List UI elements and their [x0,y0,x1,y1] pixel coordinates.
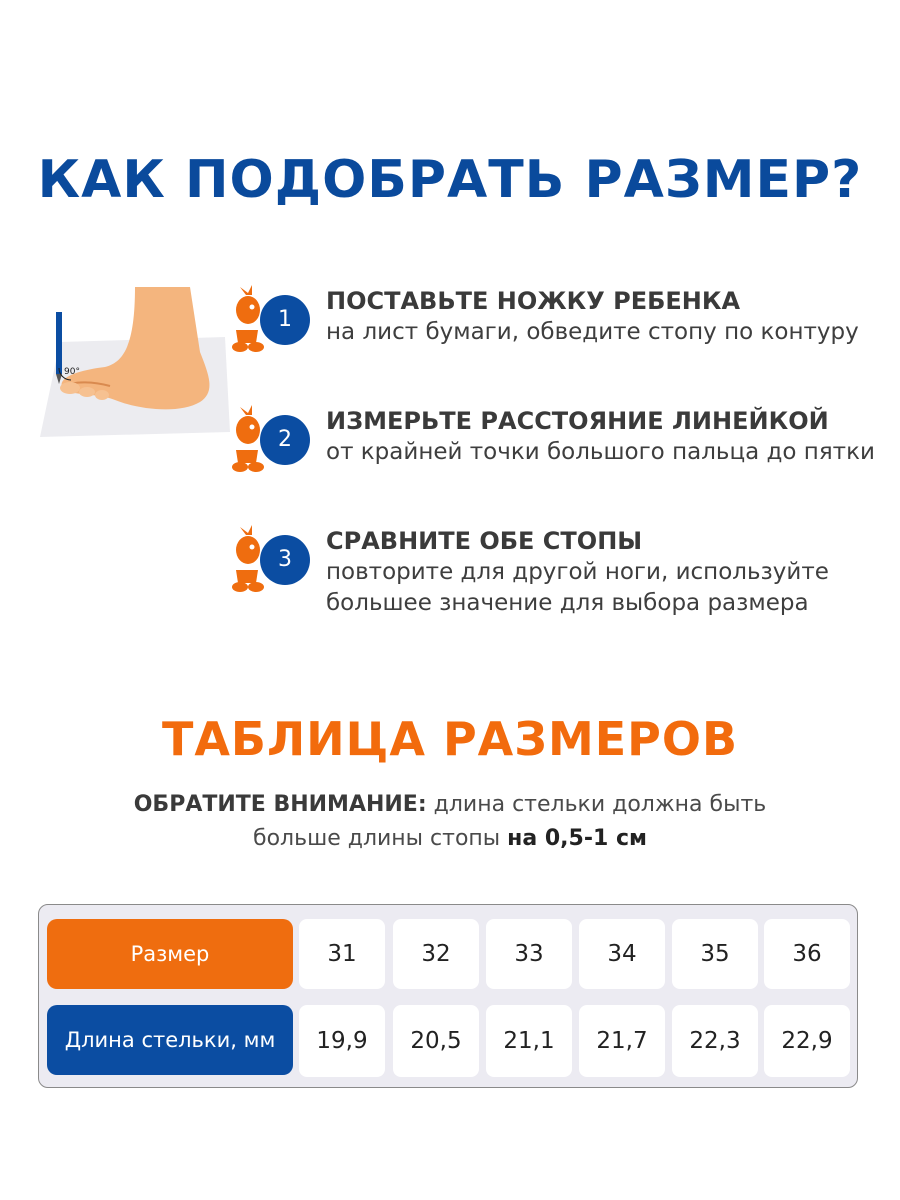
size-cell: 36 [764,919,850,989]
note-text-1: длина стельки должна быть [433,792,767,817]
step-mascot-badge [228,285,318,365]
size-table [38,904,858,1088]
step-heading: ПОСТАВЬТЕ НОЖКУ РЕБЕНКА [326,287,741,315]
step-2 [228,405,888,515]
step-number: 1 [260,295,310,345]
step-3 [228,525,888,635]
length-cell: 20,5 [393,1005,479,1077]
note-text-2: больше длины стопы [253,826,501,851]
step-1 [228,285,888,395]
length-cell: 21,1 [486,1005,572,1077]
attention-note [0,788,900,856]
step-number: 3 [260,535,310,585]
note-emphasis: на 0,5-1 см [507,826,647,851]
size-row-label: Размер [47,919,293,989]
size-cell: 32 [393,919,479,989]
length-cell: 21,7 [579,1005,665,1077]
size-cell: 33 [486,919,572,989]
step-description: на лист бумаги, обведите стопу по контуру [326,319,859,345]
length-row-label: Длина стельки, мм [47,1005,293,1075]
pencil [56,312,62,374]
foot-illustration [40,282,230,442]
size-cell: 35 [672,919,758,989]
step-number: 2 [260,415,310,465]
size-cell: 34 [579,919,665,989]
length-cell: 22,9 [764,1005,850,1077]
table-title: ТАБЛИЦА РАЗМЕРОВ [161,712,739,766]
length-cell: 22,3 [672,1005,758,1077]
step-description: повторите для другой ноги, используйте большее значение для выбора размера [326,559,829,616]
size-cell: 31 [299,919,385,989]
note-label: ОБРАТИТЕ ВНИМАНИЕ: [133,792,427,817]
step-heading: ИЗМЕРЬТЕ РАССТОЯНИЕ ЛИНЕЙКОЙ [326,407,829,435]
page-title: КАК ПОДОБРАТЬ РАЗМЕР? [37,150,863,210]
length-cell: 19,9 [299,1005,385,1077]
step-description: от крайней точки большого пальца до пятки [326,439,875,465]
step-heading: СРАВНИТЕ ОБЕ СТОПЫ [326,527,643,555]
angle-label: 90° [64,367,80,377]
step-mascot-badge [228,525,318,605]
step-mascot-badge [228,405,318,485]
